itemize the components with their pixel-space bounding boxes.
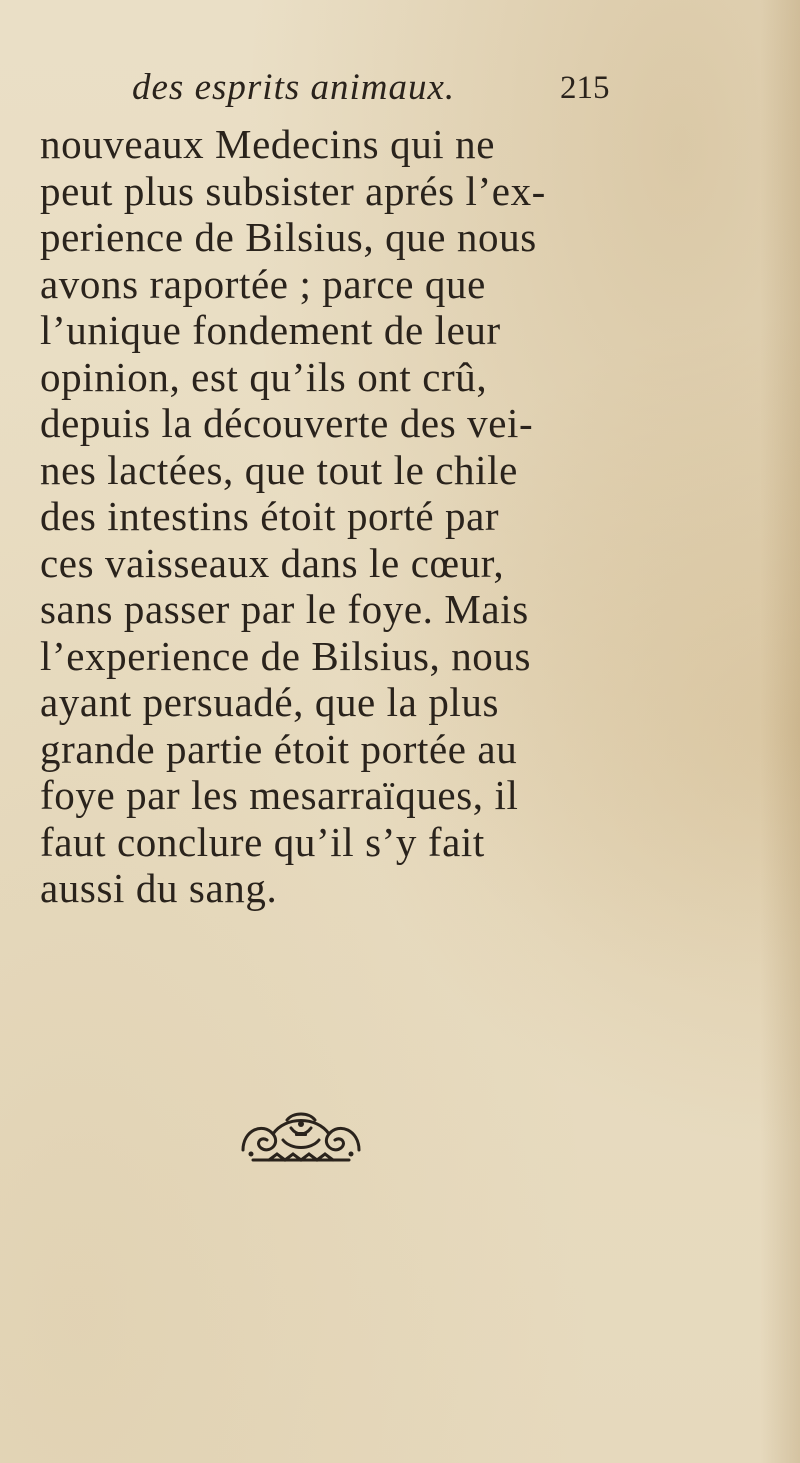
text-line: l’experience de Bilsius, nous [40,632,532,679]
text-line: faut conclure qu’il s’y fait [40,818,485,865]
text-line: avons raportée ; parce que [40,260,486,307]
text-line: peut plus subsister aprés l’ex- [40,167,546,214]
page-number: 215 [560,70,610,106]
text-line: foye par les mesarraïques, il [40,772,519,818]
text-line: sans passer par le foye. Mais [40,586,529,632]
text-line: opinion, est qu’ils ont crû, [40,353,488,400]
text-line: ces vaisseaux dans le cœur, [40,539,505,586]
text-line: perience de Bilsius, que nous [40,214,537,260]
running-title: des esprits animaux. [132,67,456,108]
body-text [40,121,640,912]
page-edge-shading [760,0,800,1463]
running-head [132,66,612,116]
text-line: ayant persuadé, que la plus [40,679,500,725]
text-line: aussi du sang. [40,865,278,911]
tailpiece-ornament-icon [233,1110,369,1168]
text-line: nes lactées, que tout le chile [40,446,518,493]
text-line: des intestins étoit porté par [40,493,500,539]
text-line: nouveaux Medecins qui ne [40,121,496,167]
text-line: depuis la découverte des vei- [40,400,534,446]
text-line: l’unique fondement de leur [40,307,501,353]
text-line: grande partie étoit portée au [40,725,518,772]
